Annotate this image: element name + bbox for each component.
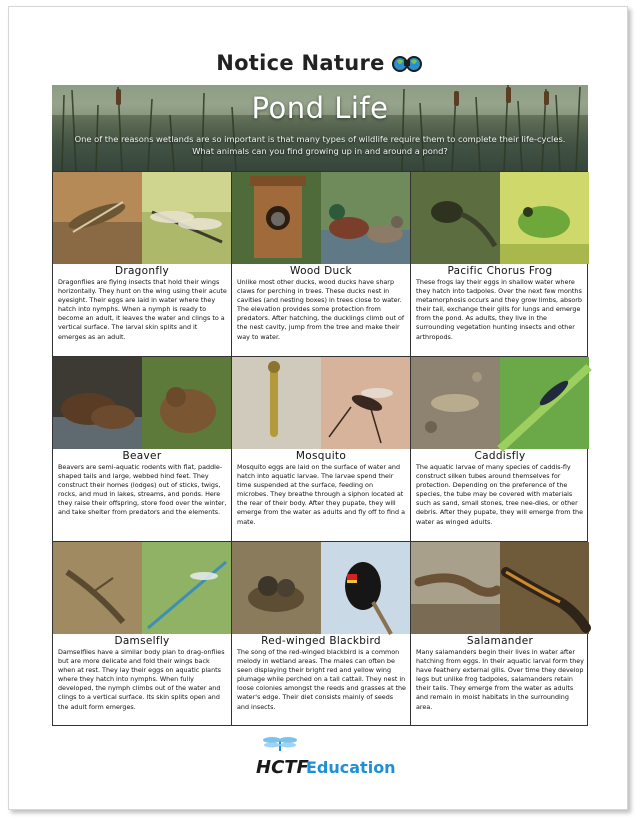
animal-name: Caddisfly — [474, 450, 526, 462]
grid-divider — [53, 356, 587, 357]
binoculars-icon — [392, 52, 422, 74]
animal-description: Beavers are semi-aquatic rodents with flat, paddle-shaped tails and large, webbed hind feet. They construct their homes (lodges) out of sticks, twigs, rocks, and mud in lakes, streams, and ponds. Here they raise their offspring, store food over the winter, and take shelter from predators and the elements. — [58, 463, 227, 517]
chorus-frog-photo — [500, 172, 589, 264]
photo-pair — [53, 542, 231, 634]
animal-card-pacific-chorus-frog — [411, 172, 589, 357]
photo-pair — [232, 172, 410, 264]
damselfly-nymph-photo — [53, 542, 142, 634]
salamander-larva-photo — [411, 542, 500, 634]
caddisfly-case-photo — [411, 357, 500, 449]
grid-divider — [53, 541, 587, 542]
worksheet-page — [8, 6, 628, 810]
blackbird-photo — [321, 542, 410, 634]
animal-description: Mosquito eggs are laid on the surface of water and hatch into aquatic larvae. The larvae spend their time suspended at the surface, feeding on microbes. They breathe through a siphon located at the rear of their body. After they pupate, they will emerge from the water as adults and fly off to find a mate. — [237, 463, 405, 526]
photo-pair — [53, 172, 231, 264]
animal-description: Many salamanders begin their lives in water after hatching from eggs. In their aquatic larval form they have feathery external gills. Over time they develop legs but unlike frog tadpoles, salamanders retain their tails. They emerge from the water as adults and remain in moist habitats in the surrounding area. — [416, 648, 584, 711]
org-prefix: HCTF — [256, 757, 309, 778]
animal-description: The song of the red-winged blackbird is a common melody in wetland areas. The males can often be seen displaying their bright red and yellow wing plumage while perched on a tall cattail. They nest in loose colonies amongst the reeds and grasses at the water's edge. Their diet consists mainly of seeds and insects. — [237, 648, 406, 711]
dragonfly-adult-photo — [142, 172, 231, 264]
animal-grid — [52, 171, 588, 726]
damselfly-adult-photo — [142, 542, 231, 634]
animal-description: These frogs lay their eggs in shallow water where they hatch into tadpoles. Over the next few months metamorphosis occurs and they grow limbs, absorb their tail, exchange their gills for lungs and emerge from the pond. As adults, they live in the surrounding vegetation hunting insects and other arthropods. — [416, 278, 582, 341]
dragonfly-nymph-photo — [53, 172, 142, 264]
animal-card-damselfly — [53, 542, 231, 727]
photo-pair — [53, 357, 231, 449]
animal-description: The aquatic larvae of many species of caddis-fly construct silken tubes around themselves for protection. Depending on the preference of the species, the tube may be covered with materials such as sand, small stones, tree nee-dles, or other debris. After they pupate, they will emerge from the water as winged adults. — [416, 463, 583, 526]
animal-name: Damselfly — [114, 635, 170, 647]
tadpole-photo — [411, 172, 500, 264]
animal-name: Mosquito — [295, 450, 347, 462]
animal-card-red-winged-blackbird — [232, 542, 410, 727]
animal-name: Beaver — [122, 450, 162, 462]
intro-text: One of the reasons wetlands are so important is that many types of wildlife require them to complete their life-cycles. What animals can you find growing up in and around a pond? — [74, 134, 566, 156]
brand-name: Notice Nature — [216, 51, 385, 75]
caddisfly-adult-photo — [500, 357, 589, 449]
photo-pair — [411, 357, 589, 449]
salamander-adult-photo — [500, 542, 589, 634]
grid-divider — [231, 172, 232, 725]
hero-banner — [52, 85, 588, 171]
animal-card-wood-duck — [232, 172, 410, 357]
animal-name: Dragonfly — [114, 265, 170, 277]
blackbird-nest-photo — [232, 542, 321, 634]
dragonfly-icon — [263, 737, 297, 751]
brand-header — [9, 51, 629, 81]
mosquito-larva-photo — [232, 357, 321, 449]
animal-name: Wood Duck — [290, 265, 352, 277]
nest-box-photo — [232, 172, 321, 264]
animal-name: Pacific Chorus Frog — [447, 265, 553, 277]
animal-description: Unlike most other ducks, wood ducks have sharp claws for perching in trees. These ducks nest in cavities (and nesting boxes) in trees close to water. The elevation provides some protection from predators. After hatching, the ducklings climb out of the nest cavity, jump from the tree and make their way to water. — [237, 278, 405, 341]
org-suffix: Education — [306, 758, 396, 777]
animal-card-beaver — [53, 357, 231, 542]
photo-pair — [232, 542, 410, 634]
photo-pair — [411, 172, 589, 264]
animal-card-salamander — [411, 542, 589, 727]
mosquito-adult-photo — [321, 357, 410, 449]
grid-divider — [410, 172, 411, 725]
photo-pair — [232, 357, 410, 449]
animal-description: Damselflies have a similar body plan to drag-onflies but are more delicate and fold their wings back when at rest. They lay their eggs on aquatic plants where they hatch into nymphs. When fully developed, the nymph climbs out of the water and clings to a vertical surface. Its skin splits open and the adult form emerges. — [58, 648, 225, 711]
animal-description: Dragonflies are flying insects that hold their wings horizontally. They hunt on the wing using their acute eyesight. Their eggs are laid in water where they hatch into nymphs. When a nymph is ready to become an adult, it leaves the water and clings to a vertical surface. The larval skin splits and it emerges as an adult. — [58, 278, 227, 341]
animal-card-caddisfly — [411, 357, 589, 542]
animal-name: Salamander — [466, 635, 534, 647]
footer-logo-block — [9, 729, 629, 779]
hctf-education-logo — [254, 729, 396, 779]
beaver-photo — [142, 357, 231, 449]
wood-duck-photo — [321, 172, 410, 264]
animal-name: Red-winged Blackbird — [261, 635, 381, 647]
page-title: Pond Life — [251, 91, 389, 125]
animal-card-dragonfly — [53, 172, 231, 357]
animal-card-mosquito — [232, 357, 410, 542]
beaver-pair-photo — [53, 357, 142, 449]
photo-pair — [411, 542, 589, 634]
